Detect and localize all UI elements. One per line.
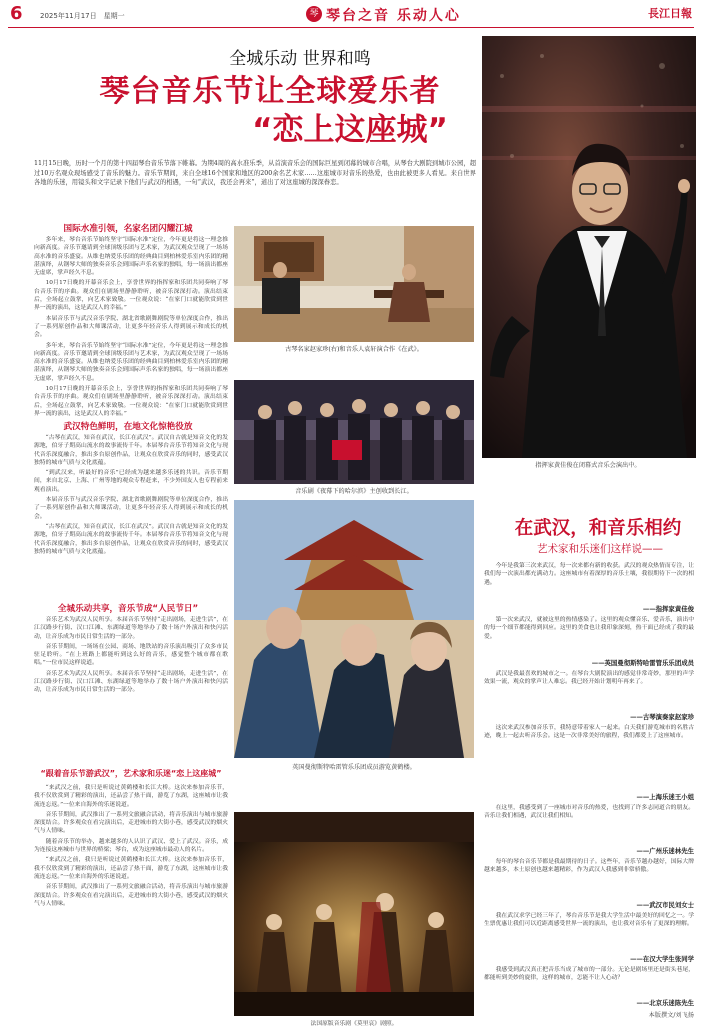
paragraph: 本届音乐节与武汉音乐学院、湖北省歌剧舞剧院等单位深度合作，推出了一系列原创作品和大师课活动，让更多年轻音乐人得到展示和成长的机会。 <box>34 315 228 339</box>
paragraph: 多年来，琴台音乐节始终坚守“国际水准”定位，今年更是将这一理念推向新高度。音乐节邀请到全球顶级乐团与艺术家，为武汉观众呈现了一场场高水准的音乐盛宴。从维也纳爱乐乐团的经典曲目到柏林爱乐室内乐团的精湛演绎，从钢琴大师的独奏音乐会到国际声乐名家的独唱，每一场演出都座无虚席，掌声经久不息。 <box>34 237 228 277</box>
quote-7-signature: ——在汉大学生张同学 <box>630 955 694 963</box>
quote-8: 我感受到武汉真正把音乐当成了城市的一部分。无论是剧场里还是街头巷尾，都能听到美妙的旋律，这样的城市，怎能不让人心动？ <box>484 967 694 982</box>
sidebar-subheadline: 艺术家和乐迷们这样说—— <box>537 543 663 555</box>
quote-1-signature: ——指挥家黄佳俊 <box>642 605 694 613</box>
paragraph: 音乐节期间，武汉推出了一系列文旅融合活动，将音乐演出与城市旅游深度结合。许多观众在看完演出后，走进城市的大街小巷，感受武汉的烟火气与人情味。 <box>34 884 228 907</box>
moliere-musical-photo <box>234 812 474 1016</box>
lead-paragraph: 11月15日晚，历时一个月的第十四届琴台音乐节落下帷幕。为期4周的高水准乐季，从首演音乐会的国际巨星到闭幕的城市合唱，从琴台大剧院到城市公园，超过10万名观众现场感受了音乐的魅力。音乐节期间，来自全球16个国家和地区的200余名艺术家……这座城市对音乐的热爱，也由此被更多人看见。来自世界各地的乐迷，用镜头和文字记录下他们与武汉的相遇，一句“武汉，我还会再来”，道出了对这座城的深深眷恋。 <box>34 160 476 187</box>
main-photo-caption: 指挥家黄佳俊在闭幕式音乐会演出中。 <box>535 462 641 469</box>
photo-caption-4: 法国原版音乐剧《莫里哀》剧照。 <box>310 1021 398 1027</box>
paragraph: “古琴在武汉，知音在武汉，长江在武汉”。武汉自古就是知音文化的发源地，伯牙子期高山流水的故事流传千年。本届琴台音乐节将知音文化与现代音乐深度融合，推出多台原创作品，让观众在欣赏音乐的同时，感受武汉独特的城市气质与文化底蕴。 <box>34 435 228 466</box>
sidebar-headline: 在武汉，和音乐相约 <box>514 518 682 539</box>
quote-2-signature: ——英国曼彻斯特哈雷管乐乐团成员 <box>591 659 694 667</box>
paragraph: 随着音乐节的举办，越来越多的人认识了武汉、爱上了武汉。音乐，成为连接这座城市与世界的桥梁；琴台，成为这座城市最动人的名片。 <box>34 838 228 854</box>
quote-3: 武汉是我最喜欢的城市之一。在琴台大剧院演出的感觉非常奇妙，那里的声学效果一流，观众的掌声让人难忘。我已经开始计划明年再来了。 <box>484 671 694 686</box>
hall-orchestra-visitors-photo <box>234 500 474 758</box>
quote-3-signature: ——古琴演奏家赵家珍 <box>630 713 694 721</box>
page-header <box>0 0 702 28</box>
quote-7: 我在武汉求学已经三年了，琴台音乐节是我大学生活中最美好的回忆之一。学生票优惠让我们可以近距离感受世界一流的演出，也让我对音乐有了更深的理解。 <box>484 913 694 928</box>
paragraph: 音乐艺术为武汉人民所享。本届音乐节坚持“走出剧场，走进生活”，在江汉路步行街、汉口江滩、东湖绿道等地举办了数十场户外演出和快闪活动，让音乐成为市民日常生活的一部分。 <box>34 670 228 694</box>
quote-6-signature: ——武汉市民刘女士 <box>636 901 694 909</box>
photo-caption-3: 英国曼彻斯特哈雷管乐乐团成员游览黄鹤楼。 <box>292 764 416 771</box>
quote-4: 这次来武汉参加音乐节，我特意带着家人一起来。白天我们游览城市的名胜古迹，晚上一起去听音乐会。这是一次非常美好的旅程，我们都爱上了这座城市。 <box>484 725 694 740</box>
headline-line2: “恋上这座城” <box>252 112 448 148</box>
newspaper-name: 長江日報 <box>648 7 692 20</box>
quote-4-signature: ——上海乐迷王小姐 <box>636 793 694 801</box>
issue-date: 2025年11月17日 星期一 <box>40 12 125 20</box>
page-number: 6 <box>10 3 23 24</box>
paragraph: 音乐艺术为武汉人民所享。本届音乐节坚持“走出剧场，走进生活”，在江汉路步行街、汉口江滩、东湖绿道等地举办了数十场户外演出和快闪活动，让音乐成为市民日常生活的一部分。 <box>34 617 228 640</box>
column-title: 琴台之音 乐动人心 <box>326 8 461 24</box>
column-logo-icon: 琴 <box>306 6 322 22</box>
byline: 本版撰文/刘飞扬 <box>648 1012 694 1019</box>
article-column-4 <box>34 784 228 1020</box>
article-column-3 <box>34 616 228 756</box>
guqin-performance-photo <box>234 226 474 342</box>
section-heading-4: “跟着音乐节游武汉”，艺术家和乐迷“恋上这座城” <box>40 769 222 778</box>
section-heading-1: 国际水准引领，名家名团闪耀江城 <box>63 224 193 234</box>
conductor-photo <box>482 36 696 458</box>
paragraph: “到武汉来，听最好的音乐”已经成为越来越多乐迷的共识。音乐节期间，来自北京、上海、广州等地的观众专程赶来，不少外国友人也专程前来观看演出。 <box>34 470 228 493</box>
paragraph: “来武汉之前，我只是听说过黄鹤楼和长江大桥。这次来参加音乐节，我不仅欣赏到了精彩的演出，还品尝了热干面，游览了东湖，这座城市让我流连忘返。”一位来自海外的乐迷说道。 <box>34 857 228 880</box>
header-divider <box>8 27 694 28</box>
paragraph: “古琴在武汉，知音在武汉，长江在武汉”。武汉自古就是知音文化的发源地，伯牙子期高山流水的故事流传千年。本届琴台音乐节将知音文化与现代音乐深度融合，推出多台原创作品，让观众在欣赏音乐的同时，感受武汉独特的城市气质与文化底蕴。 <box>34 523 228 555</box>
quote-5: 在这里，我感受到了一座城市对音乐的热爱，也找到了许多志同道合的朋友。音乐让我们相遇，武汉让我们相知。 <box>484 805 694 820</box>
photo-caption-2: 音乐剧《夜幕下的哈尔滨》主创收到长江。 <box>295 488 413 495</box>
quote-6: 每年的琴台音乐节都是我最期待的日子。这些年，音乐节越办越好，国际大牌越来越多，本土原创也越来越精彩，作为武汉人我感到非常骄傲。 <box>484 859 694 874</box>
paragraph: 音乐节期间，武汉推出了一系列文旅融合活动，将音乐演出与城市旅游深度结合。许多观众在看完演出后，走进城市的大街小巷，感受武汉的烟火气与人情味。 <box>34 811 228 835</box>
article-column-1 <box>34 236 228 416</box>
headline-line1: 琴台音乐节让全球爱乐者 <box>99 74 441 109</box>
paragraph: 本届音乐节与武汉音乐学院、湖北省歌剧舞剧院等单位深度合作，推出了一系列原创作品和大师课活动，让更多年轻音乐人得到展示和成长的机会。 <box>34 497 228 520</box>
paragraph: 10月17日晚的开幕音乐会上，享誉世界的指挥家和乐团共同奏响了琴台音乐节的序曲。观众们在剧场里静静聆听，被音乐深深打动。演出结束后，全场起立鼓掌，向艺术家致敬。一位观众说：“在家门口就能欣赏到世界一流的演出，这是武汉人的幸福。” <box>34 280 228 312</box>
paragraph: 10月17日晚的开幕音乐会上，享誉世界的指挥家和乐团共同奏响了琴台音乐节的序曲。观众们在剧场里静静聆听，被音乐深深打动。演出结束后，全场起立鼓掌，向艺术家致敬。一位观众说：“在家门口就能欣赏到世界一流的演出，这是武汉人的幸福。” <box>34 386 228 416</box>
paragraph: 多年来，琴台音乐节始终坚守“国际水准”定位，今年更是将这一理念推向新高度。音乐节邀请到全球顶级乐团与艺术家，为武汉观众呈现了一场场高水准的音乐盛宴。从维也纳爱乐乐团的经典曲目到柏林爱乐室内乐团的精湛演绎，从钢琴大师的独奏音乐会到国际声乐名家的独唱，每一场演出都座无虚席，掌声经久不息。 <box>34 342 228 382</box>
quote-2: 第一次来武汉，就被这里的热情感染了。这里的观众懂音乐、爱音乐，演出中的每一个细节都能得到回应。这里的美食也让我印象深刻，热干面已经成了我的最爱。 <box>484 617 694 640</box>
paragraph: “来武汉之前，我只是听说过黄鹤楼和长江大桥。这次来参加音乐节，我不仅欣赏到了精彩的演出，还品尝了热干面，游览了东湖，这座城市让我流连忘返。”一位来自海外的乐迷说道。 <box>34 785 228 808</box>
section-heading-2: 武汉特色鲜明，在地文化惊艳役放 <box>63 422 193 432</box>
paragraph: 音乐节期间，一场场在公园、商场、地铁站的音乐演出吸引了众多市民驻足聆听。“在上班路上都能听到这么好的音乐，感觉整个城市都在歌唱。”一位市民这样说道。 <box>34 643 228 667</box>
quote-1: 今年是我第三次来武汉，每一次来都有新的收获。武汉的观众热情而专注，让我们每一次演出都充满动力。这座城市有着深厚的音乐土壤，我很期待下一次的相遇。 <box>484 563 694 586</box>
headline-kicker: 全城乐动 世界和鸣 <box>229 49 371 69</box>
quote-8-signature: ——北京乐迷陈先生 <box>636 999 694 1007</box>
section-heading-3: 全城乐动共享，音乐节成“人民节日” <box>57 604 199 614</box>
article-column-2 <box>34 434 228 596</box>
quote-5-signature: ——广州乐迷林先生 <box>636 847 694 855</box>
musical-cast-photo <box>234 380 474 484</box>
photo-caption-1: 古琴名家赵家珍(右)和音乐人袁轩演合作《在武》。 <box>285 346 423 353</box>
